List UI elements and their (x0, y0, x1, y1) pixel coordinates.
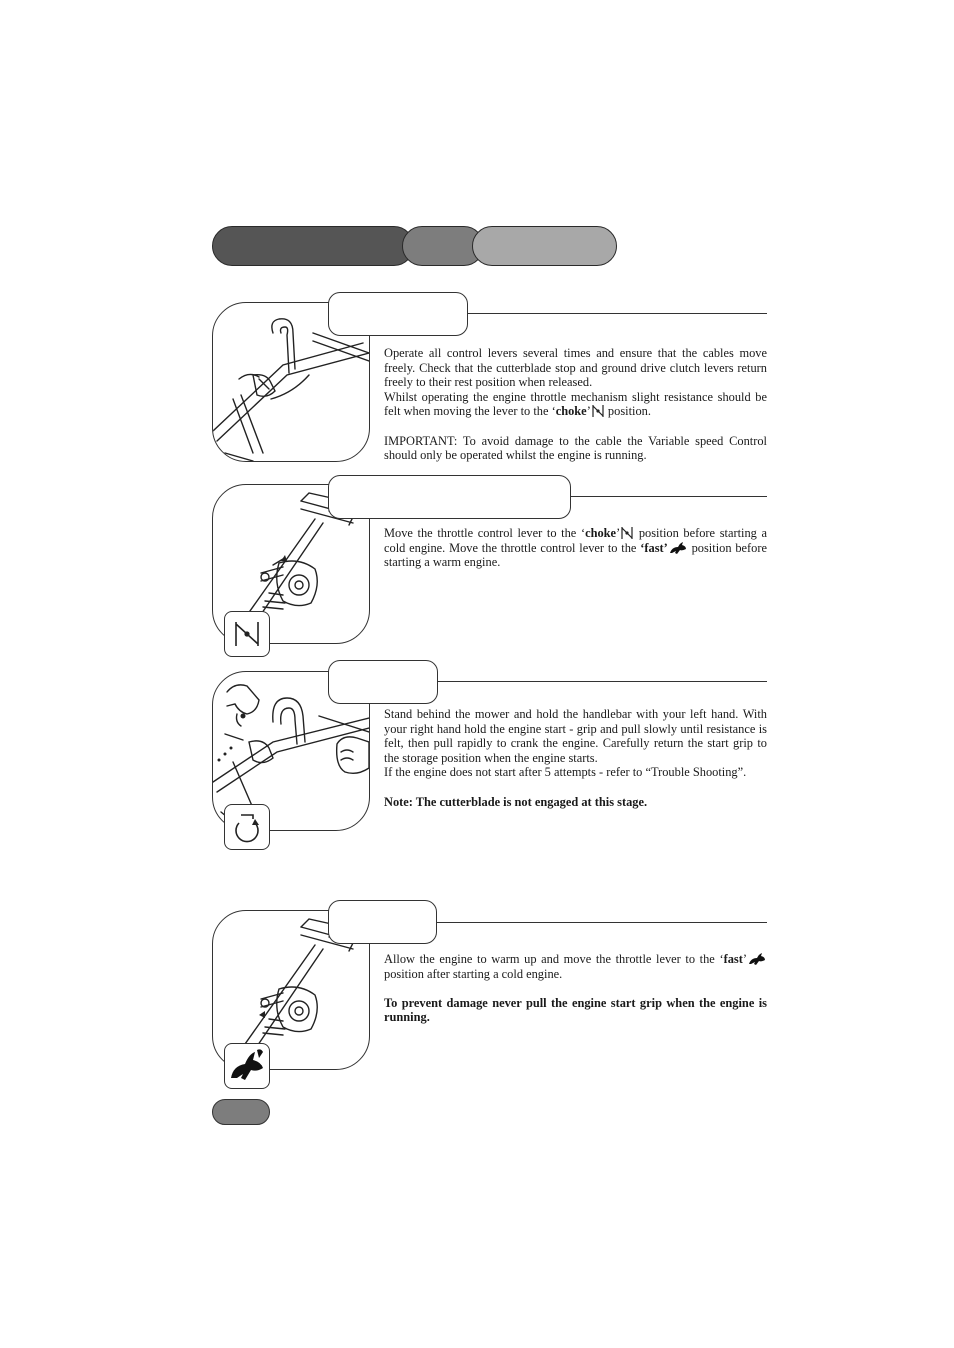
controls-paragraph-1: Operate all control levers several times and ensure that the cables move freely. Check that the cutterblade stop and ground drive clutch levers return freely to their rest position when released. (384, 346, 767, 390)
starting-paragraph-2: If the engine does not start after 5 attempts - refer to “Trouble Shooting”. (384, 765, 747, 780)
controls-paragraph-2: Whilst operating the engine throttle mechanism slight resistance should be felt when moving the lever to the ‘choke’ position. (384, 389, 767, 419)
engine-start-icon (224, 804, 270, 850)
rabbit-fast-icon (747, 952, 767, 966)
section-heading-starting (328, 660, 438, 704)
section-rule (569, 496, 767, 497)
warm-up-text (384, 952, 767, 1025)
header-tab-1 (212, 226, 414, 266)
header-tab-3 (472, 226, 617, 266)
warm-up-warning: To prevent damage never pull the engine start grip when the engine is running. (384, 995, 767, 1025)
controls-important: IMPORTANT: To avoid damage to the cable the Variable speed Control should only be operated whilst the engine is running. (384, 433, 767, 463)
choke-icon (591, 404, 605, 418)
section-heading-controls (328, 292, 468, 336)
starting-text (384, 707, 767, 809)
controls-text (384, 346, 767, 463)
section-rule (435, 922, 767, 923)
rabbit-fast-icon (224, 1043, 270, 1089)
section-rule (466, 313, 767, 314)
throttle-paragraph: Move the throttle control lever to the ‘choke’ position before starting a cold engine. Move the throttle control lever to the ‘fast’ position before starting a warm engine. (384, 526, 767, 570)
choke-icon (620, 526, 634, 540)
rabbit-fast-icon (668, 541, 688, 555)
section-heading-warm-up (328, 900, 437, 944)
section-rule (436, 681, 767, 682)
page-number-pill (212, 1099, 270, 1125)
warm-up-paragraph: Allow the engine to warm up and move the throttle lever to the ‘fast’ position after starting a cold engine. (384, 952, 767, 981)
section-heading-throttle (328, 475, 571, 519)
starting-paragraph-1: Stand behind the mower and hold the handlebar with your left hand. With your right hand hold the engine start - grip and pull slowly until resistance is felt, then pull rapidly to crank the engine. Carefully return the start grip to the storage position when the engine starts. (384, 707, 767, 765)
starting-note: Note: The cutterblade is not engaged at this stage. (384, 794, 648, 809)
choke-icon (224, 611, 270, 657)
throttle-text (384, 526, 767, 570)
